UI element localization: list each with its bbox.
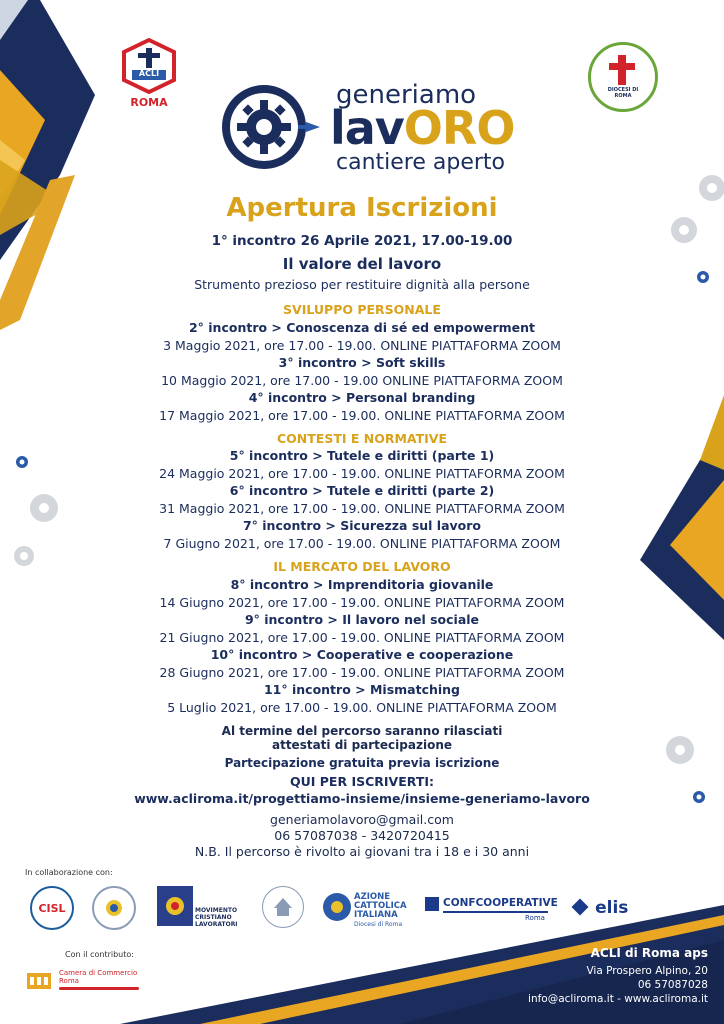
- brand-lav: lav: [330, 101, 404, 155]
- first-meeting-date: 1° incontro 26 Aprile 2021, 17.00-19.00: [211, 233, 513, 249]
- age-note: N.B. Il percorso è rivolto ai giovani tra i 18 e i 30 anni: [194, 844, 530, 859]
- brand-line1: generiamo: [336, 80, 477, 110]
- emblem-icon: [104, 898, 124, 918]
- org-name: ACLI di Roma aps: [590, 946, 708, 960]
- elis-logo: [574, 898, 628, 922]
- azione-cattolica-text: AZIONE CATTOLICA ITALIANA Diocesi di Roma: [354, 892, 407, 928]
- section-heading: SVILUPPO PERSONALE: [283, 302, 441, 317]
- collab-label: In collaborazione con:: [25, 868, 113, 877]
- closing-line2: attestati di partecipazione: [271, 738, 452, 752]
- acli-logo: [120, 38, 178, 110]
- event-title: 3° incontro > Soft skills: [278, 355, 446, 370]
- event-title: 7° incontro > Sicurezza sul lavoro: [242, 518, 482, 533]
- event-title: 10° incontro > Cooperative e cooperazione: [210, 647, 514, 662]
- acli-city: ROMA: [130, 96, 168, 109]
- event-info: 10 Maggio 2021, ore 17.00 - 19.00 ONLINE PIATTAFORMA ZOOM: [161, 373, 563, 388]
- page-title: Apertura Iscrizioni: [226, 193, 498, 223]
- first-meeting-title: Il valore del lavoro: [282, 255, 442, 273]
- elis-text: elis: [595, 898, 629, 918]
- seal-logo: [92, 886, 136, 930]
- camera-text2: Roma: [59, 977, 79, 985]
- event-title: 2° incontro > Conoscenza di sé ed empowerment: [188, 320, 536, 335]
- generiamo-lavoro-logo: [218, 80, 518, 180]
- free-participation: Partecipazione gratuita previa iscrizione: [224, 756, 500, 770]
- azione-cattolica-emblem: [323, 893, 351, 921]
- diocese-logo: [588, 42, 658, 112]
- contact-email[interactable]: generiamolavoro@gmail.com: [270, 812, 454, 827]
- brand-line3: cantiere aperto: [336, 150, 505, 175]
- confcoop-icon: [425, 897, 439, 911]
- event-title: 6° incontro > Tutele e diritti (parte 2): [229, 483, 495, 498]
- brand-oro: ORO: [403, 101, 515, 155]
- acli-shield-icon: [120, 38, 178, 94]
- confcooperative-logo: [425, 895, 558, 925]
- cisl-logo-text: CISL: [38, 901, 66, 915]
- org-address: Via Prospero Alpino, 20: [586, 965, 708, 977]
- event-info: 7 Giugno 2021, ore 17.00 - 19.00. ONLINE PIATTAFORMA ZOOM: [163, 536, 561, 551]
- contrib-label: Con il contributo:: [65, 950, 134, 959]
- event-title: 9° incontro > Il lavoro nel sociale: [244, 612, 480, 627]
- event-title: 8° incontro > Imprenditoria giovanile: [230, 577, 494, 592]
- event-info: 5 Luglio 2021, ore 17.00 - 19.00. ONLINE PIATTAFORMA ZOOM: [167, 700, 557, 715]
- movimento-icon: [163, 894, 187, 918]
- elis-icon: [572, 899, 589, 916]
- event-info: 17 Maggio 2021, ore 17.00 - 19.00. ONLINE PIATTAFORMA ZOOM: [159, 408, 565, 423]
- contact-phones: 06 57087038 - 3420720415: [274, 828, 450, 843]
- confcoop-line: [443, 911, 548, 913]
- signup-link[interactable]: www.acliroma.it/progettiamo-insieme/insieme-generiamo-lavoro: [134, 791, 590, 806]
- sun-icon: [328, 898, 346, 916]
- event-title: 5° incontro > Tutele e diritti (parte 1): [229, 448, 495, 463]
- closing-line1: Al termine del percorso saranno rilasciati: [221, 724, 503, 738]
- movimento-text: MOVIMENTO CRISTIANO LAVORATORI: [195, 907, 238, 928]
- acli-logo-text: ACLI: [138, 69, 160, 78]
- section-heading: CONTESTI E NORMATIVE: [277, 431, 447, 446]
- event-info: 31 Maggio 2021, ore 17.00 - 19.00. ONLINE PIATTAFORMA ZOOM: [159, 501, 565, 516]
- cross-icon: [618, 55, 626, 85]
- camera-commercio-logo: [25, 963, 145, 997]
- brand-line2: [330, 102, 514, 154]
- camera-text1: Camera di Commercio: [59, 969, 138, 977]
- diocese-logo-text: DIOCESI DI ROMA: [607, 87, 639, 99]
- colosseum-icon: [25, 965, 53, 993]
- org-phone: 06 57087028: [637, 979, 708, 991]
- confcoop-text: CONFCOOPERATIVE: [443, 897, 558, 909]
- event-title: 11° incontro > Mismatching: [263, 682, 461, 697]
- gear-arrow-icon: [218, 80, 323, 175]
- event-title: 4° incontro > Personal branding: [248, 390, 476, 405]
- event-info: 14 Giugno 2021, ore 17.00 - 19.00. ONLINE PIATTAFORMA ZOOM: [159, 595, 565, 610]
- section-heading: IL MERCATO DEL LAVORO: [273, 559, 451, 574]
- camera-swoosh: [59, 987, 139, 990]
- signup-cta: QUI PER ISCRIVERTI:: [289, 774, 434, 789]
- church-icon: [272, 896, 294, 918]
- cisl-logo: [30, 886, 74, 930]
- org-contacts[interactable]: info@acliroma.it - www.acliroma.it: [528, 993, 708, 1005]
- event-info: 21 Giugno 2021, ore 17.00 - 19.00. ONLINE PIATTAFORMA ZOOM: [159, 630, 565, 645]
- first-meeting-subtitle: Strumento prezioso per restituire dignità alla persone: [194, 277, 530, 292]
- confcoop-sub: Roma: [525, 914, 545, 922]
- round-seal-logo: [262, 886, 304, 928]
- movimento-logo: [157, 886, 193, 926]
- event-info: 24 Maggio 2021, ore 17.00 - 19.00. ONLINE PIATTAFORMA ZOOM: [159, 466, 565, 481]
- event-info: 3 Maggio 2021, ore 17.00 - 19.00. ONLINE PIATTAFORMA ZOOM: [163, 338, 561, 353]
- event-info: 28 Giugno 2021, ore 17.00 - 19.00. ONLINE PIATTAFORMA ZOOM: [159, 665, 565, 680]
